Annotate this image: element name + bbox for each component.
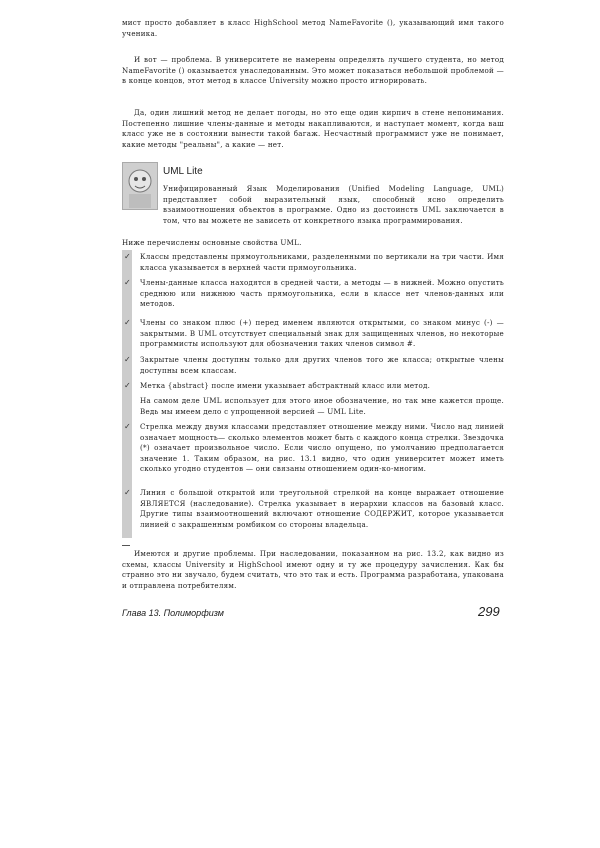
sidebar-item: Закрытые члены доступны только для других членов того же класса; открытые члены доступны всем классам.	[140, 355, 504, 375]
sidebar-intro: Унифицированный Язык Моделирования (Unified Modeling Language, UML) представляет собой выразительный язык, способный ясно определить взаимоотношения объектов в программе. Одно из достоинств UML заключается в том, что вы можете не зависеть от конкретного языка программирования.	[163, 184, 504, 225]
page-number: 299	[478, 604, 500, 619]
sidebar-lead: Ниже перечислены основные свойства UML.	[122, 238, 302, 247]
sidebar-item: Классы представлены прямоугольниками, разделенными по вертикали на три части. Имя класса указывается в верхней части прямоугольника.	[140, 252, 504, 272]
check-icon: ✓	[124, 488, 131, 497]
sidebar-item: Метка {abstract} после имени указывает абстрактный класс или метод.	[140, 381, 431, 390]
sidebar-item: Члены со знаком плюс (+) перед именем являются открытыми, со знаком минус (-) — закрытыми. В UML отсутствует специальный знак для защищенных членов, но некоторые программисты используют для обозначения таких членов символ #.	[140, 318, 504, 349]
closing-paragraph: Имеются и другие проблемы. При наследовании, показанном на рис. 13.2, как видно из схемы, классы University и HighSchool имеют одну и ту же процедуру зачисления. Как бы странно это ни звучало, будем считать, что это так и есть. Программа разработана, упакована и отправлена потребителям.	[122, 549, 504, 590]
author-portrait-icon	[122, 162, 158, 210]
check-icon: ✓	[124, 278, 131, 287]
check-icon: ✓	[124, 355, 131, 364]
paragraph-1: мист просто добавляет в класс HighSchool метод NameFavorite (), указывающий имя такого ученика.	[122, 18, 504, 38]
sidebar-item: Линия с большой открытой или треугольной стрелкой на конце выражает отношение ЯВЛЯЕТСЯ (наследование). Стрелка указывает в иерархии классов на базовый класс. Другие типы взаимоотношений включают отношение СОДЕРЖИТ, которое указывается линией с закрашенным ромбиком со стороны владельца.	[140, 488, 504, 529]
check-icon: ✓	[124, 252, 131, 261]
paragraph-2: И вот — проблема. В университете не намерены определять лучшего студента, но метод NameFavorite () оказывается унаследованным. Это может показаться небольшой проблемой — в конце концов, этот метод в классе University можно просто игнорировать.	[122, 55, 504, 86]
paragraph-3: Да, один лишний метод не делает погоды, но это еще один кирпич в стене непонимания. Постепенно лишние члены-данные и методы накапливаются, и наступает момент, когда ваш класс уже не в состоянии вынести такой багаж. Несчастный программист уже не понимает, какие методы "реальны", а какие — нет.	[122, 108, 504, 149]
sidebar-note: На самом деле UML использует для этого иное обозначение, но так мне кажется проще. Ведь мы имеем дело с упрощенной версией — UML Lite.	[140, 396, 504, 416]
footnote-rule	[122, 545, 130, 546]
sidebar-item: Стрелка между двумя классами представляет отношение между ними. Число над линией означает мощность— сколько элементов может быть с каждого конца стрелки. Звездочка (*) означает произвольное число. Если число опущено, по умолчанию предполагается значение 1. Таким образом, на рис. 13.1 видно, что один университет может иметь сколько угодно студентов — они связаны отношением один-ко-многим.	[140, 422, 504, 474]
sidebar-title: UML Lite	[163, 166, 203, 177]
check-icon: ✓	[124, 422, 131, 431]
check-icon: ✓	[124, 381, 131, 390]
check-icon: ✓	[124, 318, 131, 327]
chapter-footer: Глава 13. Полиморфизм	[122, 608, 224, 618]
sidebar-item: Члены-данные класса находятся в средней части, а методы — в нижней. Можно опустить среднюю или нижнюю часть прямоугольника, если в классе нет членов-данных или методов.	[140, 278, 504, 309]
